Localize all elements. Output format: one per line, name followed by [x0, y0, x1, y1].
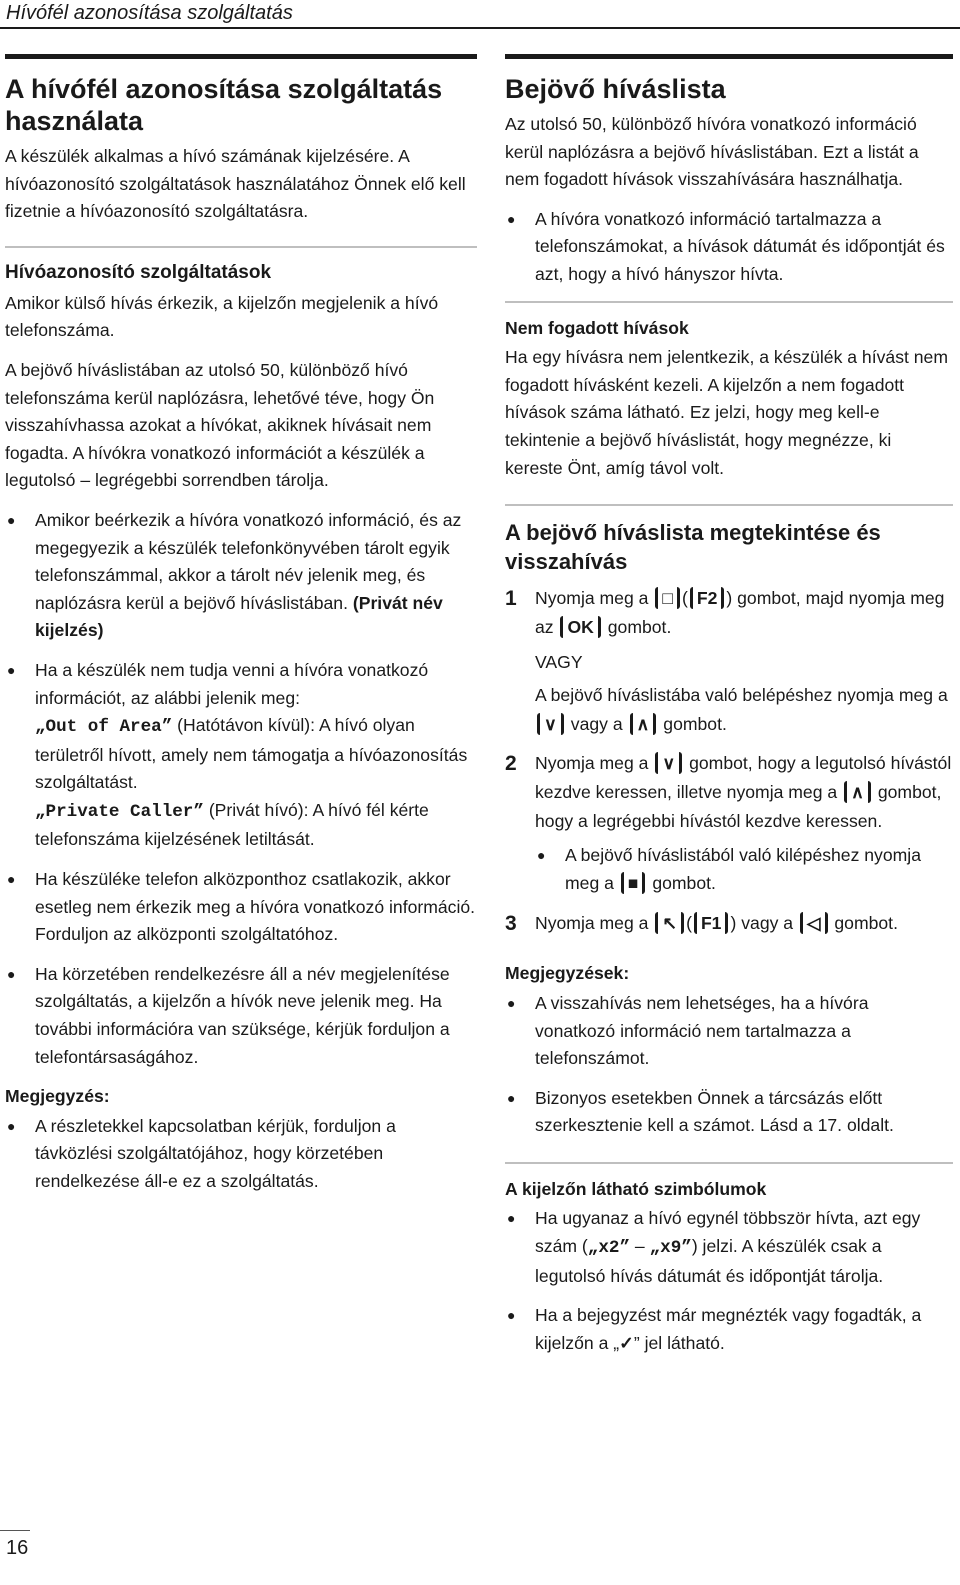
- right-section-title: A bejövő híváslista megtekintése és visszahívás: [505, 520, 881, 575]
- bullet-icon: ●: [7, 511, 16, 528]
- step-number: 1: [505, 587, 517, 611]
- speaker-key-icon: ◁: [800, 912, 828, 934]
- step-1: 1 Nyomja meg a □ ( F2 ) gombot, majd nyomja meg az OK gombot. VAGY A bejövő híváslistába való belépéshez nyomja meg a ∨ vagy a ∧ gombot.: [505, 584, 953, 739]
- f1-key: F1: [694, 912, 729, 934]
- list-item: ● Ha a készülék nem tudja venni a hívóra vonatkozó információt, az alábbi jelenik meg: „Out of Area” (Hatótávon kívül): A hívó olyan területről hívott, amely nem támogatja a hívóazonosítás szolgáltatást. „Private Caller” (Privát hívó): A hívó fél kérte telefonszáma kijelzésének letiltását.: [5, 657, 477, 854]
- list-item: ● Bizonyos esetekben Önnek a tárcsázás előtt szerkesztenie kell a számot. Lásd a 17. oldalt.: [505, 1085, 953, 1140]
- step-3: 3 Nyomja meg a ↖ ( F1 ) vagy a ◁ gombot.: [505, 909, 953, 938]
- right-column: [505, 54, 953, 1369]
- left-bullet-list: [5, 507, 477, 1071]
- right-title: Bejövő híváslista: [505, 74, 726, 104]
- header-rule: [0, 27, 960, 29]
- header-title: Hívófél azonosítása szolgáltatás: [6, 2, 293, 24]
- missed-text: Ha egy hívásra nem jelentkezik, a készülék a hívást nem fogadott hívásként kezeli. A kijelzőn a nem fogadott hívások száma látható. Ez jelzi, hogy meg kell-e tekintenie a bejövő híváslistát, hogy megnézze, ki kereste Önt, amíg távol volt.: [505, 347, 948, 478]
- bullet-icon: ●: [507, 1210, 516, 1227]
- phonebook-key-icon: □: [655, 587, 680, 609]
- up-key-icon: ∧: [630, 713, 657, 735]
- list-item: ● Ha készüléke telefon alközponthoz csatlakozik, akkor esetleg nem érkezik meg a hívóra vonatkozó információ. Forduljon az alközponti szolgáltatóhoz.: [5, 866, 477, 949]
- left-title: A hívófél azonosítása szolgáltatás használata: [5, 74, 443, 136]
- right-section-rule: [505, 504, 953, 506]
- right-symbols-rule: [505, 1162, 953, 1164]
- right-notes-list: [505, 990, 953, 1140]
- right-bullet-list: [505, 206, 953, 289]
- list-item: ● Amikor beérkezik a hívóra vonatkozó információ, és az megegyezik a készülék telefonkönyvében tárolt egyik telefonszámmal, akkor a tárolt név jelenik meg, és naplózásra kerül a bejövő híváslistában. (Privát név kijelzés): [5, 507, 477, 645]
- list-item: ● A bejövő híváslistából való kilépéshez nyomja meg a ■ gombot.: [535, 842, 953, 897]
- notes-title: Megjegyzések:: [505, 963, 630, 984]
- left-p2: A bejövő híváslistában az utolsó 50, különböző hívó telefonszáma kerül naplózásra, lehetővé téve, hogy Ön visszahívhassa azokat a hívókat, akiknek hívásait nem fogadta. A hívókra vonatkozó információt a készülék a legutolsó – legrégebbi sorrendben tárolja.: [5, 359, 435, 491]
- code-private-caller: „Private Caller”: [35, 801, 204, 822]
- left-note-list: [5, 1113, 477, 1196]
- bullet-icon: ●: [7, 1117, 16, 1134]
- bullet-icon: ●: [507, 1089, 516, 1106]
- right-intro: Az utolsó 50, különböző hívóra vonatkozó információ kerül naplózásra a bejövő híváslistában. Ezt a listát a nem fogadott hívások visszahívására használhatja.: [505, 114, 919, 190]
- page-number: 16: [6, 1537, 29, 1559]
- bullet-icon: ●: [537, 847, 546, 864]
- step-or: VAGY: [535, 652, 583, 673]
- left-note-title: Megjegyzés:: [5, 1086, 110, 1107]
- left-top-rule: [5, 54, 477, 59]
- code-x9: „x9”: [649, 1238, 692, 1259]
- code-x2: „x2”: [587, 1238, 631, 1259]
- list-item: ● Ha körzetében rendelkezésre áll a név megjelenítése szolgáltatás, a kijelzőn a hívók neve jelenik meg. Ha további információra van szüksége, kérjük forduljon a telefontársaságához.: [5, 961, 477, 1071]
- bullet-icon: ●: [7, 965, 16, 982]
- missed-title: Nem fogadott hívások: [505, 317, 689, 338]
- down-key-icon: ∨: [537, 713, 564, 735]
- check-icon: ✓: [619, 1332, 634, 1353]
- bullet-icon: ●: [507, 994, 516, 1011]
- talk-key-icon: ↖: [655, 912, 684, 934]
- stop-key-icon: ■: [621, 872, 646, 894]
- left-section-rule: [5, 246, 477, 248]
- ok-key: OK: [560, 616, 600, 638]
- bullet-icon: ●: [507, 1307, 516, 1324]
- list-item: ● Ha a bejegyzést már megnézték vagy fogadták, a kijelzőn a „✓” jel látható.: [505, 1302, 953, 1357]
- right-top-rule: [505, 54, 953, 59]
- step-number: 2: [505, 752, 517, 776]
- list-item: ● A részletekkel kapcsolatban kérjük, forduljon a távközlési szolgáltatójához, hogy körzetében rendelkezése áll-e ez a szolgáltatás.: [5, 1113, 477, 1196]
- bullet-icon: ●: [7, 661, 16, 678]
- list-item: ● A visszahívás nem lehetséges, ha a hívóra vonatkozó információ nem tartalmazza a telefonszámot.: [505, 990, 953, 1073]
- left-intro: A készülék alkalmas a hívó számának kijelzésére. A hívóazonosító szolgáltatások használatához Önnek elő kell fizetnie a hívóazonosító szolgáltatásra.: [5, 146, 466, 222]
- bullet-icon: ●: [7, 871, 16, 888]
- list-item: ● Ha ugyanaz a hívó egynél többször hívta, azt egy szám („x2” – „x9”) jelzi. A készülék csak a legutolsó hívás dátumát és időpontját tárolja.: [505, 1205, 953, 1290]
- left-section-title: Hívóazonosító szolgáltatások: [5, 261, 272, 283]
- up-key-icon: ∧: [844, 781, 871, 803]
- left-p1: Amikor külső hívás érkezik, a kijelzőn megjelenik a hívó telefonszáma.: [5, 292, 439, 341]
- page-number-rule: [0, 1530, 30, 1531]
- bullet-icon: ●: [507, 210, 516, 227]
- symbols-title: A kijelzőn látható szimbólumok: [505, 1178, 767, 1199]
- down-key-icon: ∨: [655, 752, 682, 774]
- symbols-list: [505, 1205, 953, 1357]
- code-out-of-area: „Out of Area”: [35, 717, 173, 738]
- step-2: 2 Nyomja meg a ∨ gombot, hogy a legutolsó hívástól kezdve keressen, illetve nyomja meg a ∧ gombot, hogy a legrégebbi hívástól kezdve keressen. ● A bejövő híváslistából való kilépéshez nyomja meg a ■ gombot.: [505, 749, 953, 897]
- right-missed-rule: [505, 301, 953, 303]
- f2-key: F2: [690, 587, 725, 609]
- step-number: 3: [505, 912, 517, 936]
- left-column: [5, 54, 477, 1208]
- list-item: ● A hívóra vonatkozó információ tartalmazza a telefonszámokat, a hívások dátumát és időpontját és azt, hogy a hívó hányszor hívta.: [505, 206, 953, 289]
